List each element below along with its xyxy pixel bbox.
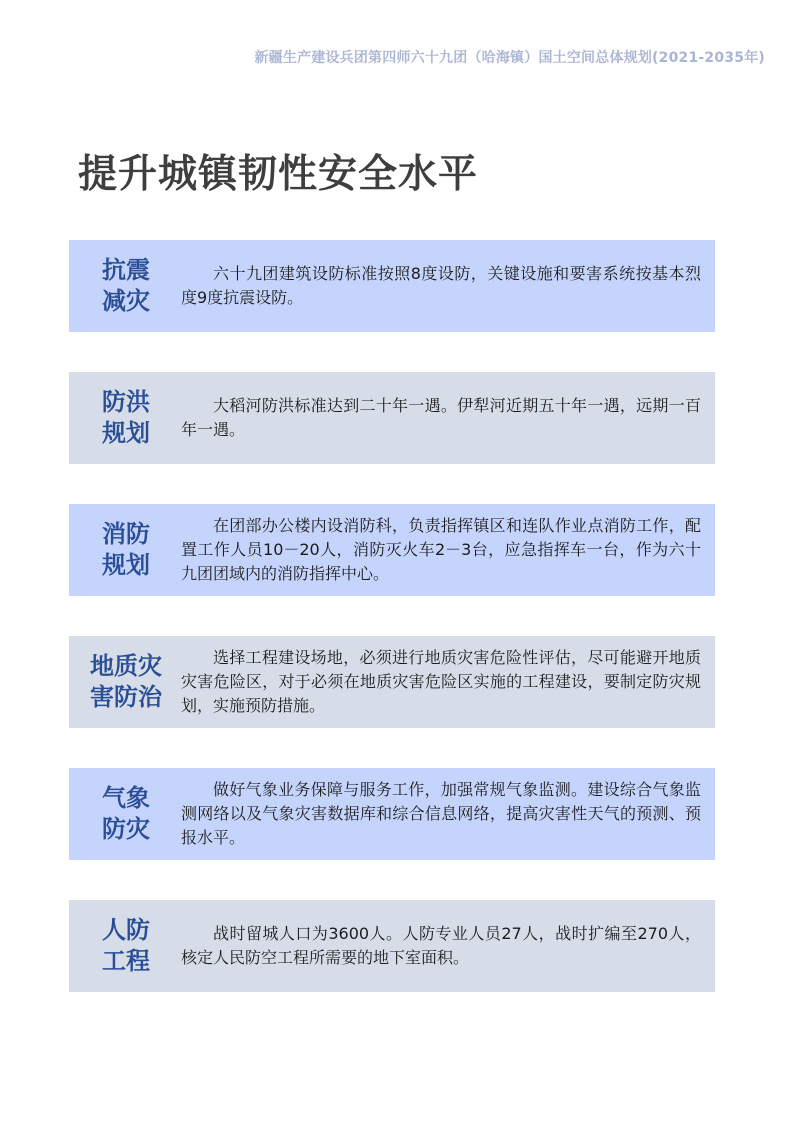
page-title: 提升城镇韧性安全水平 <box>78 152 479 197</box>
card-text: 六十九团建筑设防标准按照8度设防，关键设施和要害系统按基本烈度9度抗震设防。 <box>181 264 701 307</box>
card-text: 战时留城人口为3600人。人防专业人员27人，战时扩编至270人，核定人民防空工程所需要的地下室面积。 <box>181 924 701 967</box>
card-label-line: 规划 <box>102 419 150 447</box>
card-meteorological <box>69 768 715 860</box>
card-label-line: 工程 <box>102 947 150 975</box>
card-seismic <box>69 240 715 332</box>
card-label <box>69 519 181 581</box>
card-text: 大稻河防洪标准达到二十年一遇。伊犁河近期五十年一遇，远期一百年一遇。 <box>181 396 701 439</box>
running-header: 新疆生产建设兵团第四师六十九团（哈海镇）国土空间总体规划(2021-2035年) <box>254 50 765 66</box>
card-label-line: 规划 <box>102 551 150 579</box>
card-label <box>69 651 181 713</box>
card-label <box>69 783 181 845</box>
card-label-line: 防洪 <box>102 388 150 416</box>
card-label-line: 消防 <box>102 520 150 548</box>
card-label-line: 减灾 <box>102 287 150 315</box>
card-label-line: 地质灾 <box>90 652 162 680</box>
card-text: 做好气象业务保障与服务工作，加强常规气象监测。建设综合气象监测网络以及气象灾害数据库和综合信息网络，提高灾害性天气的预测、预报水平。 <box>181 780 701 847</box>
card-label <box>69 915 181 977</box>
card-text: 在团部办公楼内设消防科，负责指挥镇区和连队作业点消防工作，配置工作人员10－20人，消防灭火车2－3台，应急指挥车一台，作为六十九团团域内的消防指挥中心。 <box>181 516 701 583</box>
card-label-line: 害防治 <box>90 683 162 711</box>
card-text: 选择工程建设场地，必须进行地质灾害危险性评估，尽可能避开地质灾害危险区，对于必须在地质灾害危险区实施的工程建设，要制定防灾规划，实施预防措施。 <box>181 648 701 715</box>
card-flood <box>69 372 715 464</box>
card-label-line: 防灾 <box>102 815 150 843</box>
card-label <box>69 387 181 449</box>
card-label-line: 气象 <box>102 784 150 812</box>
card-geological <box>69 636 715 728</box>
card-label-line: 抗震 <box>102 256 150 284</box>
measure-list <box>69 240 715 1032</box>
card-label <box>69 255 181 317</box>
card-civil-defense <box>69 900 715 992</box>
card-label-line: 人防 <box>102 916 150 944</box>
card-fire <box>69 504 715 596</box>
